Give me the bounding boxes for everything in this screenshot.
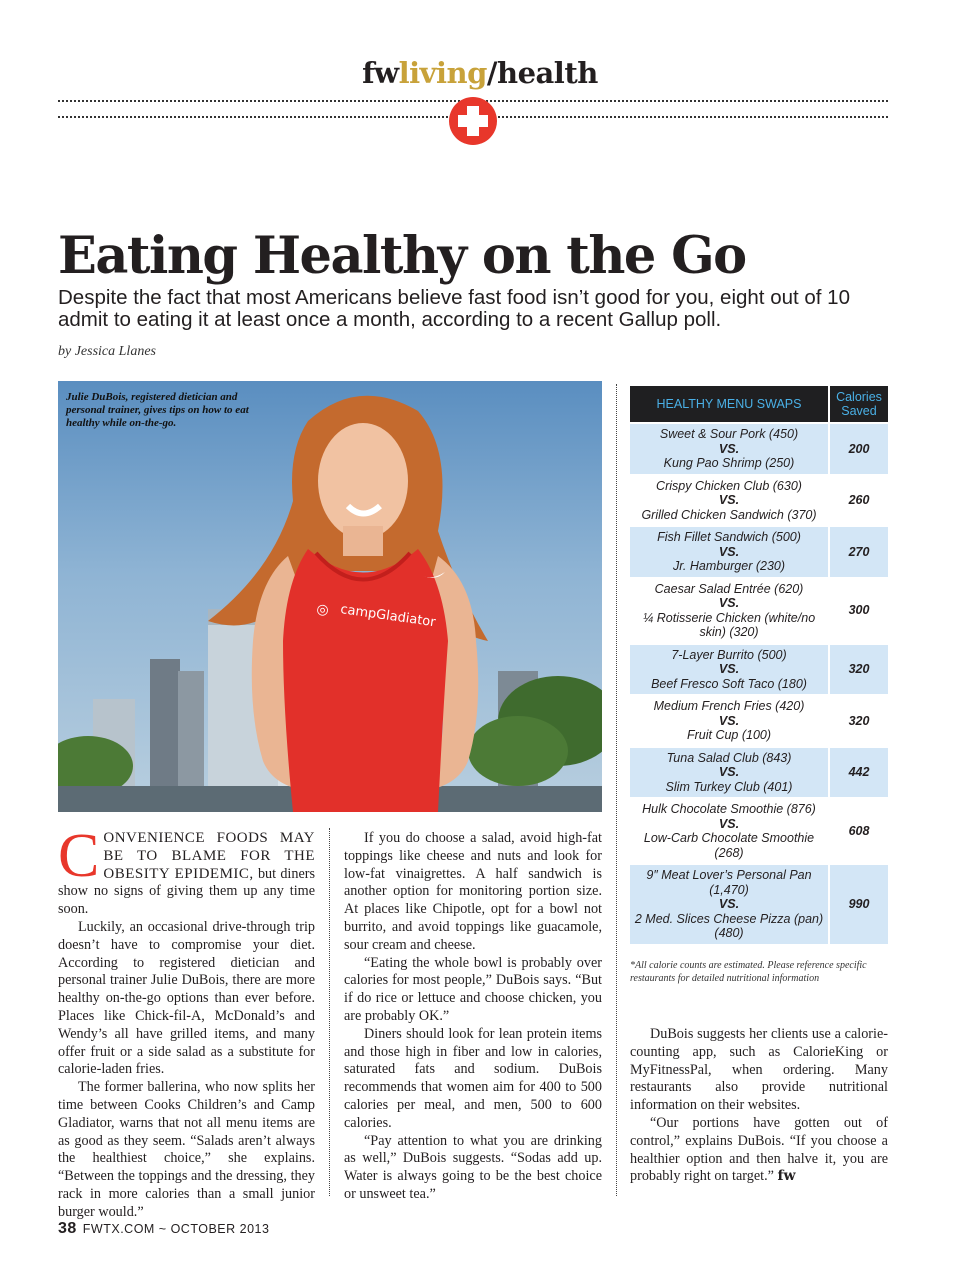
photo-illustration (58, 381, 602, 812)
table-row (630, 748, 888, 798)
menu-swaps-table (630, 384, 888, 946)
calories-saved-cell: 260 (830, 476, 888, 526)
photo-caption: Julie DuBois, registered dietician and personal trainer, gives tips on how to eat healthy while on-the-go. (66, 391, 249, 429)
vs-label: VS. (718, 493, 740, 507)
drop-cap: C (58, 822, 100, 890)
paragraph: Luckily, an occasional drive-through trip doesn’t have to compromise your diet. According to registered dietician and personal trainer Julie DuBois, there are more healthy on-the-go options than ever before. Places like Chick-fil-A, McDonald’s and Wendy’s all have grilled items, and many offer fruit or a side salad as a substitute for calorie-laden fries. (58, 918, 315, 1078)
table-row (630, 799, 888, 863)
vs-label: VS. (718, 596, 740, 610)
shirt-logo: campGladiator (339, 602, 437, 631)
vs-label: VS. (718, 441, 740, 456)
paragraph: DuBois suggests her clients use a calorie-counting app, such as CalorieKing or MyFitnessPal, when ordering. Many restaurants also provide nutritional information on their websites. (630, 1026, 888, 1114)
article-column-3 (630, 1026, 888, 1186)
end-mark: fw (777, 1168, 796, 1185)
vs-label: VS. (718, 544, 740, 559)
table-header-row (630, 386, 888, 422)
swap-item-original: Fish Fillet Sandwich (500) (657, 530, 801, 544)
calories-saved-cell: 320 (830, 645, 888, 695)
lead-paragraph (58, 822, 315, 919)
calories-saved-cell: 320 (830, 696, 888, 746)
swap-items-cell (630, 579, 830, 643)
swap-item-alternative: Low-Carb Chocolate Smoothie (268) (643, 831, 815, 860)
paragraph: If you do choose a salad, avoid high-fat toppings like cheese and nuts and look for low-fat vinaigrettes. A half sandwich is another option for monitoring portion size. At places like Chipotle, opt for a bowl not burrito, and avoid toppings like guacamole, sour cream and cheese. (344, 830, 602, 953)
column-divider (329, 828, 330, 1196)
lead-caps: ONVENIENCE FOODS MAY BE TO BLAME FOR THE OBESITY EPIDEMIC, (103, 830, 315, 882)
section-header-fw: fw (362, 56, 399, 90)
swap-items-cell (630, 748, 830, 798)
swap-item-original: Medium French Fries (420) (653, 699, 805, 713)
swap-items-cell (630, 696, 830, 746)
page-folio (58, 1220, 269, 1238)
lead-rest: but diners show no signs of giving them up any time soon. (58, 865, 315, 918)
section-header-living: living (398, 56, 487, 90)
article-column-2 (344, 830, 602, 1204)
table-row (630, 527, 888, 577)
svg-text:◎: ◎ (315, 601, 330, 619)
byline: by Jessica Llanes (58, 344, 156, 359)
swap-items-cell (630, 424, 830, 474)
swap-item-original: Hulk Chocolate Smoothie (876) (642, 802, 816, 816)
calories-saved-cell: 200 (830, 424, 888, 474)
article-photo (58, 381, 602, 812)
swap-item-alternative: Beef Fresco Soft Taco (180) (651, 676, 807, 691)
column-divider (616, 384, 617, 1196)
medical-cross-icon (449, 97, 497, 145)
swap-item-alternative: Fruit Cup (100) (686, 728, 772, 742)
swap-item-alternative: 2 Med. Slices Cheese Pizza (pan) (480) (634, 911, 824, 940)
calories-saved-cell: 442 (830, 748, 888, 798)
publication-line: FWTX.COM ~ OCTOBER 2013 (82, 1222, 270, 1236)
swap-item-alternative: Grilled Chicken Sandwich (370) (641, 507, 817, 522)
swap-item-original: Tuna Salad Club (843) (666, 750, 792, 765)
article-title: Eating Healthy on the Go (58, 226, 746, 286)
vs-label: VS. (718, 713, 740, 728)
paragraph (630, 1115, 888, 1186)
swap-item-alternative: ¼ Rotisserie Chicken (white/no skin) (320) (642, 610, 816, 639)
calories-saved-cell: 990 (830, 865, 888, 944)
table-row (630, 424, 888, 474)
swap-items-cell (630, 645, 830, 695)
table-header-swaps: HEALTHY MENU SWAPS (630, 386, 830, 422)
section-header (0, 56, 960, 90)
article-column-1 (58, 822, 315, 1222)
vs-label: VS. (718, 897, 740, 911)
vs-label: VS. (718, 765, 740, 779)
swap-item-original: Crispy Chicken Club (630) (656, 478, 802, 493)
swap-item-alternative: Jr. Hamburger (230) (672, 559, 786, 573)
vs-label: VS. (718, 662, 740, 676)
article-dek: Despite the fact that most Americans believe fast food isn’t good for you, eight out of 10 admit to eating it at least once a month, according to a recent Gallup poll. (58, 286, 850, 331)
swap-items-cell (630, 865, 830, 944)
swap-item-original: Caesar Salad Entrée (620) (654, 581, 804, 596)
calories-saved-cell: 300 (830, 579, 888, 643)
section-header-health: /health (486, 56, 598, 90)
swap-item-alternative: Slim Turkey Club (401) (665, 779, 793, 794)
table-row (630, 579, 888, 643)
table-header-calories: Calories Saved (830, 386, 888, 422)
table-row (630, 865, 888, 944)
table-row (630, 476, 888, 526)
swap-items-cell (630, 476, 830, 526)
swap-item-original: 9″ Meat Lover’s Personal Pan (1,470) (646, 868, 812, 897)
swap-items-cell (630, 799, 830, 863)
swap-item-original: Sweet & Sour Pork (450) (659, 427, 799, 441)
table-row (630, 696, 888, 746)
page-number: 38 (58, 1220, 77, 1237)
paragraph: Diners should look for lean protein items and those high in fiber and low in calories, saturated fats and sodium. DuBois recommends that women aim for 400 to 500 calories per meal, and men, 500 to 600 calories. (344, 1025, 602, 1131)
table-row (630, 645, 888, 695)
calories-saved-cell: 608 (830, 799, 888, 863)
swap-items-cell (630, 527, 830, 577)
paragraph: “Pay attention to what you are drinking as well,” DuBois suggests. “Sodas add up. Water is always going to be the best choice or unsweet tea.” (344, 1132, 602, 1202)
table-footnote: *All calorie counts are estimated. Please reference specific restaurants for detailed nutritional information (630, 960, 867, 984)
vs-label: VS. (718, 816, 740, 831)
swap-item-alternative: Kung Pao Shrimp (250) (663, 456, 795, 470)
calories-saved-cell: 270 (830, 527, 888, 577)
paragraph-text: “Our portions have gotten out of control,” explains DuBois. “If you choose a healthier option and then halve it, you are probably right on target.” (630, 1114, 888, 1185)
paragraph: “Eating the whole bowl is probably over calories for most people,” DuBois says. “But if do rice or lettuce and choose chicken, you are probably OK.” (344, 954, 602, 1024)
swap-item-original: 7-Layer Burrito (500) (671, 647, 787, 662)
paragraph: The former ballerina, who now splits her time between Cooks Children’s and Camp Gladiator, warns that not all menu items are as good as they seem. “Salads aren’t always the healthiest choice,” she explains. “Between the toppings and the dressing, they rack in more calories than a small junior burger would.” (58, 1079, 315, 1220)
